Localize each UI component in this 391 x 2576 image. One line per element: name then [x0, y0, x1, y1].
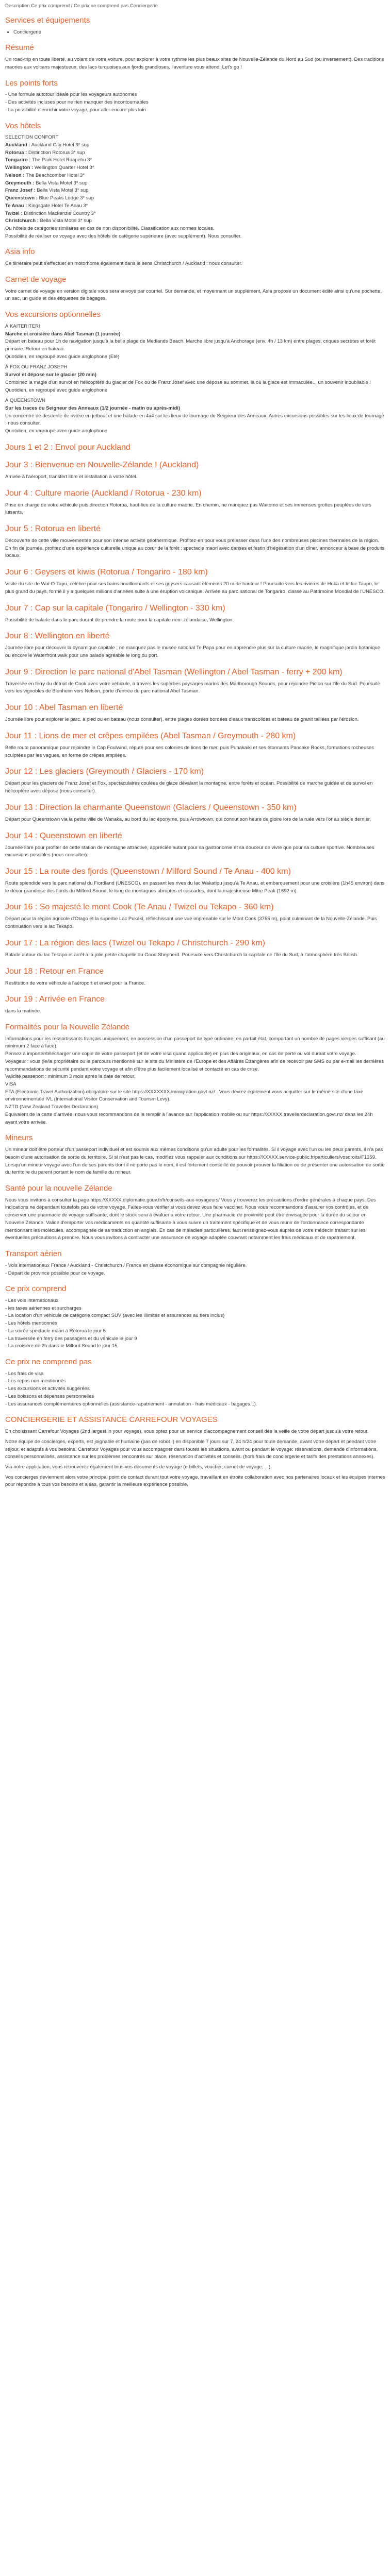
services-title: Services et équipements: [5, 16, 90, 25]
carnet-text: Votre carnet de voyage en version digitale vous sera envoyé par courriel. Sur demande, et moyennant un supplément, Asia propose un document édité ainsi qu'une pochette, un sac, un guide et des étiquettes de bagages.: [5, 288, 382, 302]
points-title: Les points forts: [5, 78, 58, 88]
hotel-line: [5, 149, 386, 157]
day-text: Prise en charge de votre véhicule puis direction Rotorua, haut-lieu de la culture maorie. En chemin, ne manquez pas Waitomo et ses immenses grottes peuplées de vers luisants.: [5, 502, 371, 516]
list-item: - Les boissons et dépenses personnelles: [5, 1393, 94, 1399]
hotel-line: [5, 217, 386, 225]
formalites-line: Equivalent de la carte d'arrivée, nous vous recommandons de la remplir à l'avance sur l'application mobile ou sur https://XXXXX.travellerdeclaration.govt.nz/ dans les 24h avant votre arrivée.: [5, 1111, 373, 1125]
carnet-section: [5, 275, 386, 303]
resume-section: [5, 43, 386, 71]
excursion-place: À QUEENSTOWN: [5, 398, 45, 404]
sante-section: [5, 1184, 386, 1242]
day-text: Départ pour Queenstown via la petite ville de Wanaka, au bord du lac éponyme, puis Arrowtown, qui connut son heure de gloire lors de la ruée vers l'or au siècle dernier.: [5, 816, 371, 822]
hotel-line: [5, 142, 386, 149]
list-item: - Départ de province possible pour ce voyage.: [5, 1270, 105, 1276]
day-text: Balade autour du lac Tekapo et arrêt à la jolie petite chapelle du Good Shepherd. Poursuite vers Christchurch la capitale de l'île du Sud, à l'atmosphère très British.: [5, 952, 359, 958]
formalites-line: Informations pour les ressortissants français uniquement, en possession d'un passeport de type ordinaire, en parfait état, comportant un nombre de pages vierges suffisant (au minimum 2 face à face).: [5, 1036, 385, 1049]
asia-info-text: Ce tiinéraire peut s'effectuer en motorhome également dans le sens Christchurch / Auckland : nous consulter.: [5, 261, 242, 267]
conciergerie-text: Vos concierges deviennent alors votre principal point de contact durant tout votre voyage, travaillant en étroite collaboration avec nos partenaires locaux et les équipes internes pour répondre à tous vos besoins et aléas, garantir la meilleure expérience possible.: [5, 1474, 385, 1488]
itinerary-section: [5, 443, 386, 1015]
hotel-name: Bella Vista Motel 3* sup: [35, 188, 89, 194]
excursion-name: Marche et croisière dans Abel Tasman (1 journée): [5, 331, 121, 337]
day-text: dans la matinée.: [5, 1008, 41, 1014]
day-title: Jour 5 : Rotorua en liberté: [5, 524, 101, 533]
day-title: Jour 18 : Retour en France: [5, 967, 104, 976]
hotel-city: Wellington :: [5, 165, 34, 171]
hotel-line: [5, 164, 386, 172]
hotels-section: [5, 122, 386, 241]
hotel-line: [5, 172, 386, 180]
list-item: - Les hôtels mentionnés: [5, 1320, 57, 1327]
hotel-name: Wellington Quarter Hotel 3*: [33, 165, 94, 171]
list-item: - La traversée en ferry des passagers et du véhicule le jour 9: [5, 1335, 137, 1342]
hotel-name: Distinction Rotorua 3* sup: [27, 149, 85, 156]
hotel-name: The Park Hotel Ruapehu 3*: [30, 157, 92, 163]
excursion-note: Quotidien, en regroupé avec guide anglophone: [5, 387, 108, 393]
hotel-name: Distinction Mackenzie Country 3*: [22, 210, 96, 216]
sante-text: Nous vous invitons à consulter la page https://XXXXX.diplomatie.gouv.fr/fr/conseils-aux-voyageurs/ Vous y trouverez les précautions d'ordre générales à chaque pays. Des indications ne dépendant toutefois pas de votre voyage. Faites-vous vérifier si vous devez vous faire vacciner. Nous vous recommandons d'assurer vos contrôles, et de conserver une pharmacie de voyage suffisante, dont le stock sera à évaluer à votre retour. Une pharmacie de proximité peut être envisagée pour la durée du séjour en Nouvelle Zélande. Valide d'emporter vos médicaments en quantité suffisante à vous suivre un traitement spécifique et de vous munir de l'ordonnance correspondante mentionnant les molécules, accompagnée de sa traduction en anglais. En cas de maladies particulières, faut renseignez-vous auprès de votre médecin traitant sur les éventuelles précautions à prendre. Nous vous invitons à contracter une assurance de voyage adaptée couvrant notamment les frais médicaux et de rapatriement.: [5, 1197, 376, 1241]
day-text: Possibilité de balade dans le parc durant de prendre la route pour la capitale néo- zélandaise, Wellington.: [5, 617, 234, 623]
day-title: Jour 10 : Abel Tasman en liberté: [5, 703, 123, 713]
excursion-name: Survol et dépose sur le glacier (20 min): [5, 372, 96, 378]
mineurs-text: Un mineur doit être porteur d'un passeport individuel et est soumis aux mêmes conditions qu'un adulte pour les formalités. Si il voyage avec l'un ou les deux parents, il n'a pas besoin d'une autorisation de sortie du territoire. Si si n'est pas le cas, modifiez vous rappeler aux conditions sur https://XXXXX.service-public.fr/particuliers/vosdroits/F1359. Lorsqu'un mineur voyage avec l'un de ses parents dont il ne porte pas le nom, il est fortement conseillé de pouvoir prouver la filiation ou de présenter une autorisation de sortie du territoire du parent portant le nom de famille du mineur.: [5, 1147, 385, 1176]
hotel-city: Te Anau :: [5, 202, 27, 209]
day-title: Jour 6 : Geysers et kiwis (Rotorua / Tongariro - 180 km): [5, 568, 208, 577]
day-title: Jour 13 : Direction la charmante Queenstown (Glaciers / Queenstown - 350 km): [5, 803, 297, 812]
mineurs-title: Mineurs: [5, 1133, 33, 1143]
list-item: - Vols internationaux France / Auckland - Christchurch / France en classe économique sur compagnie régulière.: [5, 1262, 247, 1268]
day-title: Jour 8 : Wellington en liberté: [5, 632, 110, 641]
day-title: Jour 11 : Lions de mer et crêpes empilées (Abel Tasman / Greymouth - 280 km): [5, 731, 296, 740]
day-text: Journée libre pour découvrir la dynamique capitale ; ne manquez pas le musée national Te Papa pour en apprendre plus sur la culture maorie, le magnifique jardin botanique ou encore le Waterfront walk pour une balade agréable le long du port.: [5, 645, 381, 659]
day-title: Jour 12 : Les glaciers (Greymouth / Glaciers - 170 km): [5, 767, 204, 776]
excursion-text: Combinez la magie d'un survol en hélicoptère du glacier de Fox ou de Franz Josef avec une dépose au sommet, là où la glace est immaculée... un souvenir inoubliable !: [5, 379, 371, 385]
hotel-line: [5, 195, 386, 202]
hotels-note: Ou hôtels de catégories similaires en cas de non disponibilité. Classification aux normes locales.: [5, 225, 215, 231]
day-title: Jour 16 : So majesté le mont Cook (Te Anau / Twizel ou Tekapo - 360 km): [5, 903, 274, 912]
mineurs-section: [5, 1133, 386, 1177]
excursion-place: À FOX OU FRANZ JOSEPH: [5, 364, 68, 370]
excursions-title: Vos excursions optionnelles: [5, 310, 101, 319]
non-comprend-section: [5, 1358, 386, 1408]
hotel-city: Auckland :: [5, 142, 30, 148]
services-list: [5, 29, 386, 37]
breadcrumb: Description Ce prix comprend / Ce prix ne comprend pas Conciergerie: [5, 3, 158, 9]
hotel-line: [5, 157, 386, 164]
day-title: Jour 19 : Arrivée en France: [5, 995, 105, 1004]
excursion-text: Un concentré de descente de rivière en jetboat et une balade en 4x4 sur les lieux de tournage du Seigneur des Anneaux. Autres excursions possibles sur les lieux de tournage : nous consulter.: [5, 413, 384, 427]
day-text: Restitution de votre véhicule à l'aéroport et envol pour la France.: [5, 980, 145, 986]
hotel-name: Kingsgate Hotel Te Anau 3*: [27, 202, 88, 209]
hotels-selection: SELECTION CONFORT: [5, 134, 59, 141]
day-title: Jour 9 : Direction le parc national d'Abel Tasman (Wellington / Abel Tasman - ferry + 200 km): [5, 667, 343, 676]
day-text: Découverte de cette ville mouvementée pour son intense activité géothermique. Profitez-en pour vous prélasser dans l'une des nombreuses piscines thermales de la région. En fin de journée, profitez d'une expérience culturelle unique au cœur de la forêt : spectacle maori avec danses et festin d'hégésation d'un dîner. annonceur à base de produits locaux.: [5, 538, 385, 559]
list-item: - Les frais de visa: [5, 1370, 44, 1377]
hotels-title: Vos hôtels: [5, 121, 41, 130]
resume-title: Résumé: [5, 43, 34, 53]
conciergerie-title: CONCIERGERIE ET ASSISTANCE CARREFOUR VOYAGES: [5, 1415, 218, 1425]
day-title: Jours 1 et 2 : Envol pour Auckland: [5, 443, 131, 452]
list-item: - Les repas non mentionnés: [5, 1378, 66, 1384]
formalites-line: NZTD (New Zealand Traveller Declaration): [5, 1104, 99, 1110]
excursion-block: [5, 397, 386, 435]
day-text: Route splendide vers le parc national du Fiordland (UNESCO), en passant les rives du lac Wakatipu jusqu'à Te Anau, et embarquement pour une croisière (1h45 environ) dans le décor grandiose des fjords du Milford Sound, le long de montagnes abruptes et cascades, dont la majestueuse Mitre Peak (1692 m).: [5, 880, 385, 894]
transport-title: Transport aérien: [5, 1249, 62, 1259]
list-item: - Une formule autotour idéale pour les voyageurs autonomes: [5, 92, 137, 98]
hotel-line: [5, 202, 386, 210]
day-title: Jour 17 : La région des lacs (Twizel ou Tekapo / Christchurch - 290 km): [5, 938, 265, 947]
list-item: - La soirée spectacle maori à Rotorua le jour 5: [5, 1328, 106, 1334]
conciergerie-text: En choisissant Carrefour Voyages (2nd largest in your voyage), vous optez pour un service d'accompagnement conseil dès la veille de votre départ jusqu'à votre retour.: [5, 1429, 369, 1435]
excursion-block: [5, 364, 386, 394]
formalites-line: Voyageur : vous (le/la propriétaire ou le parcours mentionné sur le site du Ministère de l'Europe et des Affaires Étrangères afin de recevoir par SMS ou par e-mail les dernières recommandations de sécurité pendant votre voyage et afin d'être plus facilement localisé et contacté en cas de crise.: [5, 1058, 384, 1072]
hotel-line: [5, 210, 386, 218]
hotel-name: Bella Vista Motel 3* sup: [38, 218, 92, 224]
day-title: Jour 3 : Bienvenue en Nouvelle-Zélande ! (Auckland): [5, 460, 199, 469]
hotel-city: Franz Josef :: [5, 188, 36, 194]
comprend-section: [5, 1284, 386, 1350]
hotel-city: Queenstown :: [5, 195, 38, 201]
formalites-line: Pensez à importer/télécharger une copie de votre passeport (et de votre visa quand applicable) en plus des originaux, en cas de perte ou vol durant votre voyage.: [5, 1051, 356, 1057]
services-section: [5, 16, 386, 36]
list-item: • Conciergerie: [13, 29, 386, 37]
excursion-note: Quotidien, en regroupé avec guide anglophone: [5, 428, 108, 434]
day-title: Jour 4 : Culture maorie (Auckland / Rotorua - 230 km): [5, 488, 202, 498]
formalites-line: Validité passeport : minimum 3 mois après la date de retour.: [5, 1074, 136, 1080]
hotel-line: [5, 187, 386, 195]
formalites-line: ETA (Electronic Travel Authorization) obligatoire sur le site https://XXXXXXX.immigration.govt.nz/ . Vous devrez également vous acquitter sur le même site d'une taxe environnementale IVL (International Visitor Conservation and Tourism Levy).: [5, 1089, 364, 1103]
list-item: - les taxes aériennes et surcharges: [5, 1305, 82, 1311]
hotel-city: Greymouth :: [5, 180, 35, 186]
carnet-title: Carnet de voyage: [5, 275, 67, 284]
points-section: [5, 79, 386, 114]
day-text: Traversée en ferry du détroit de Cook avec votre véhicule, à travers les superbes paysages marins des Marlborough Sounds, pour rejoindre Picton sur l'île du Sud. Poursuite vers les vignobles de Blenheim vers Nelson, porte d'entrée du parc national Abel Tasman.: [5, 681, 381, 694]
excursion-block: [5, 323, 386, 361]
asia-info-section: [5, 247, 386, 267]
day-text: Arrivée à l'aéroport, transfert libre et installation à votre hôtel.: [5, 473, 138, 480]
hotel-city: Tongariro :: [5, 157, 31, 163]
asia-info-title: Asia info: [5, 247, 35, 257]
excursion-name: Sur les traces du Seigneur des Anneaux (1/2 journée - matin ou après-midi): [5, 405, 181, 411]
hotel-city: Rotorua :: [5, 149, 27, 156]
day-text: Visite du site de Wai-O-Tapu, célèbre pour ses bains bouillonnants et ses geysers causant éléments 20 m de hauteur ! Poursuite vers les rivières de Huka et le lac Taupo, le plus grand du pays, formé il y a quelques millions d'années suite à une éruption volcanique. Arrivée au parc national de Tongariro, classé au Patrimoine Mondial de l'UNESCO.: [5, 581, 385, 595]
excursion-place: À KAITERITERI: [5, 323, 40, 329]
formalites-section: [5, 1023, 386, 1126]
day-text: Départ pour la région agricole d'Otago et la superbe Lac Pukaki, réfléchissant une vue imprenable sur le Mont Cook (3755 m), point culminant de la Nouvelle-Zélande. Puis continuation vers le lac Tekapo.: [5, 916, 377, 930]
day-text: Journée libre pour profiter de cette station de montagne attractive, appréciée autant pour sa gastronomie et sa douceur de vivre que pour sa culture sportive. Nombreuses excursions possibles (nous consulter).: [5, 844, 374, 858]
comprend-title: Ce prix comprend: [5, 1284, 67, 1294]
day-title: Jour 14 : Queenstown en liberté: [5, 831, 122, 840]
excursion-text: Départ en bateau pour 1h de navigation jusqu'à la belle plage de Medlands Beach. Marche libre jusqu'à Anchorage (env. 4h / 13 km) entre plages, criques secrètes et forêt primaire. Retour en bateau.: [5, 338, 376, 352]
hotel-name: Blue Peaks Lodge 3* sup: [37, 195, 94, 201]
day-title: Jour 15 : La route des fjords (Queenstown / Milford Sound / Te Anau - 400 km): [5, 867, 291, 876]
resume-text: Un road-trip en toute liberté, au volant de votre voiture, pour explorer à votre rythme les plus beaux sites de Nouvelle-Zélande du Nord au Sud (ou inversement). Des traditions maories aux volcans majestueux, des lacs turquoises aux fjords grandioses, l'aventure vous attend. Let's go !: [5, 57, 384, 70]
list-item: - Des activités incluses pour ne rien manquer des incontournables: [5, 99, 149, 106]
excursion-note: Quotidien, en regroupé avec guide anglophone (Eté): [5, 353, 120, 360]
hotel-city: Nelson :: [5, 172, 25, 178]
non-comprend-title: Ce prix ne comprend pas: [5, 1358, 92, 1366]
hotel-city: Twizel :: [5, 210, 23, 216]
hotel-city: Christchurch :: [5, 218, 39, 224]
transport-section: [5, 1249, 386, 1277]
sante-title: Santé pour la nouvelle Zélande: [5, 1183, 112, 1193]
hotel-name: The Beachcomber Hotel 3*: [24, 172, 85, 178]
conciergerie-section: [5, 1415, 386, 1489]
hotel-name: Auckland City Hotel 3* sup: [30, 142, 90, 148]
hotel-name: Bella Vista Motel 3* sup: [34, 180, 88, 186]
list-item: - La croisière de 2h dans le Milford Sound le jour 15: [5, 1343, 118, 1349]
day-text: Belle route panoramique pour rejoindre le Cap Foulwind, réputé pour ses colonies de lions de mer, puis Punakaiki et ses étonnants Pancake Rocks, formations rocheuses sculptées par les vagues, en forme de crêpes empilées.: [5, 744, 374, 758]
day-text: Journée libre pour explorer le parc, à pied ou en bateau (nous consulter), entre plages dorées bordées d'eaux transcolides et bateau de granit taillées par l'érosion.: [5, 717, 359, 723]
hotel-line: [5, 180, 386, 188]
list-item: - La location d'un véhicule de catégorie compact SUV (avec les illimités et assurances au tiers inclus): [5, 1313, 225, 1319]
hotels-note: Possibilité de réaliser ce voyage avec des hôtels de catégorie supérieure (avec supplément). Nous consulter.: [5, 233, 242, 239]
list-item: - Les assurances complémentaires optionnelles (assistance-rapatriement - annulation - frais médicaux - bagages...).: [5, 1401, 257, 1407]
list-item: - La possibilité d'enrichir votre voyage, pour aller encore plus loin: [5, 107, 146, 113]
formalites-title: Formalités pour la Nouvelle Zélande: [5, 1022, 129, 1031]
excursions-section: [5, 310, 386, 435]
list-item: - Les excursions et activités suggérées: [5, 1386, 90, 1392]
day-title: Jour 7 : Cap sur la capitale (Tongariro / Wellington - 330 km): [5, 603, 225, 613]
list-item: - Les vols internationaux: [5, 1297, 58, 1303]
conciergerie-text: Notre équipe de concierges, experts, est joignable et humaine (pas de robot !) en disponible 7 jours sur 7, 24 h/24 pour toute demande, avant votre départ et pendant votre séjour, et adaptés à vos besoins. Carrefour Voyages pour vous accompagner dans toutes les situations, avant ou pendant le voyage: réservations, demande d'informations, conseils personnalisés, assistance sur les problèmes rencontrés sur place, réservation d'activités et conseils. (hors frais de conciergerie et tarifs des prestations annexes).: [5, 1438, 378, 1460]
formalites-line: VISA: [5, 1081, 17, 1088]
day-text: Départ pour les glaciers de Franz Josef et Fox, spectaculaires coulées de glace dévalant la montagne, entre forêts et océan. Possibilité de marche guidée et de survol en hélicoptère avec dépose (nous consulter).: [5, 781, 373, 794]
conciergerie-text: Via notre application, vous retrouverez également tous vos documents de voyage (e-billets, voucher, carnet de voyage, ...).: [5, 1464, 272, 1470]
